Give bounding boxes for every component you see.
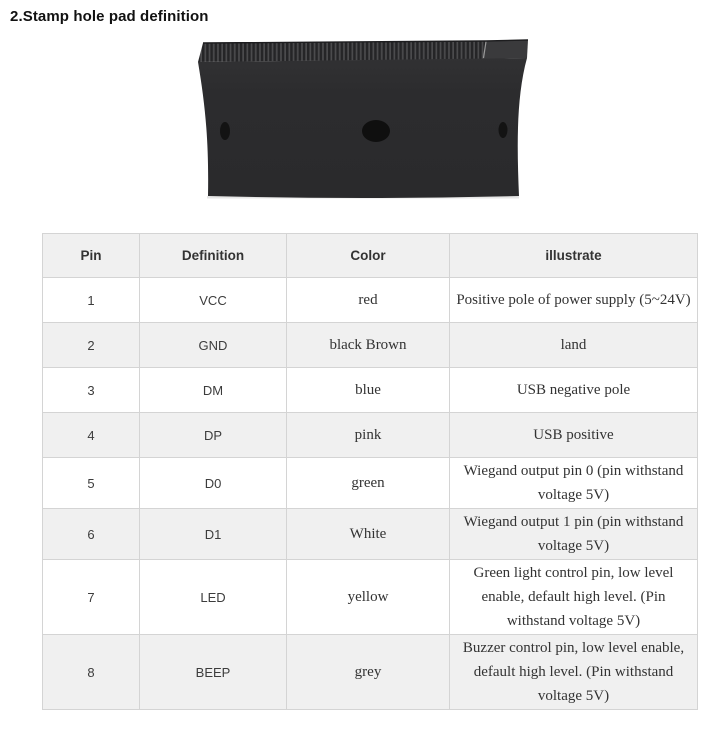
table-row: [43, 635, 698, 710]
table-header-row: [43, 234, 698, 278]
table-row: [43, 458, 698, 509]
pin-cell: 5: [43, 458, 140, 509]
definition-cell: D1: [140, 509, 287, 560]
device-hole-left: [220, 122, 230, 140]
pin-cell: 6: [43, 509, 140, 560]
table-row: [43, 413, 698, 458]
definition-cell: LED: [140, 560, 287, 635]
definition-cell: D0: [140, 458, 287, 509]
device-top-smooth-section: [483, 40, 528, 59]
illustrate-cell: Positive pole of power supply (5~24V): [450, 278, 698, 323]
table-row: [43, 560, 698, 635]
illustrate-cell: Green light control pin, low level enable, default high level. (Pin withstand voltage 5V): [450, 560, 698, 635]
definition-cell: DM: [140, 368, 287, 413]
device-product-image: [195, 36, 528, 201]
illustrate-cell: Wiegand output pin 0 (pin withstand voltage 5V): [450, 458, 698, 509]
pin-cell: 7: [43, 560, 140, 635]
page-title: 2.Stamp hole pad definition: [10, 8, 209, 25]
definition-cell: BEEP: [140, 635, 287, 710]
color-cell: red: [287, 278, 450, 323]
color-cell: blue: [287, 368, 450, 413]
definition-cell: GND: [140, 323, 287, 368]
definition-cell: DP: [140, 413, 287, 458]
table-row: [43, 278, 698, 323]
table-row: [43, 323, 698, 368]
color-cell: White: [287, 509, 450, 560]
color-cell: pink: [287, 413, 450, 458]
header-definition: Definition: [140, 234, 287, 278]
color-cell: green: [287, 458, 450, 509]
header-color: Color: [287, 234, 450, 278]
device-hole-right: [499, 122, 508, 138]
illustrate-cell: Buzzer control pin, low level enable, default high level. (Pin withstand voltage 5V): [450, 635, 698, 710]
pin-definition-table: [42, 233, 698, 710]
illustrate-cell: USB positive: [450, 413, 698, 458]
pin-cell: 4: [43, 413, 140, 458]
device-front-face: [198, 58, 527, 198]
device-top-ribbed-surface: [198, 41, 486, 62]
header-illustrate: illustrate: [450, 234, 698, 278]
illustrate-cell: USB negative pole: [450, 368, 698, 413]
color-cell: yellow: [287, 560, 450, 635]
pin-cell: 8: [43, 635, 140, 710]
table-row: [43, 368, 698, 413]
pin-cell: 2: [43, 323, 140, 368]
color-cell: black Brown: [287, 323, 450, 368]
pin-cell: 1: [43, 278, 140, 323]
color-cell: grey: [287, 635, 450, 710]
table-row: [43, 509, 698, 560]
header-pin: Pin: [43, 234, 140, 278]
device-hole-center: [362, 120, 390, 142]
illustrate-cell: land: [450, 323, 698, 368]
definition-cell: VCC: [140, 278, 287, 323]
illustrate-cell: Wiegand output 1 pin (pin withstand voltage 5V): [450, 509, 698, 560]
pin-cell: 3: [43, 368, 140, 413]
